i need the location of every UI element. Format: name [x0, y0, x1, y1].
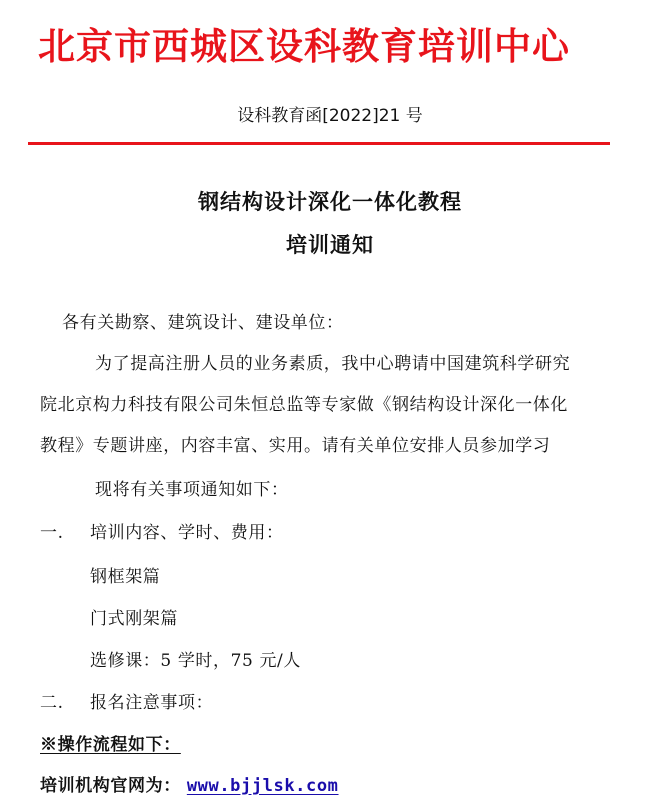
- website-row: [40, 771, 339, 796]
- intro-line-3: 教程》专题讲座，内容丰富、实用。请有关单位安排人员参加学习: [40, 436, 551, 456]
- section-2-number: 二.: [40, 693, 64, 713]
- organization-title: 北京市西城区设科教育培训中心: [38, 24, 570, 68]
- intro-line-2: 院北京构力科技有限公司朱恒总监等专家做《钢结构设计深化一体化: [40, 395, 568, 415]
- website-link[interactable]: www.bjjlsk.com: [186, 776, 339, 796]
- website-label: 培训机构官网为：: [40, 776, 181, 796]
- section-1-elective: 选修课：5 学时，75 元/人: [90, 651, 301, 671]
- notice-intro: 现将有关事项通知如下：: [95, 480, 289, 500]
- notice-title: 培训通知: [286, 232, 374, 257]
- process-heading: ※操作流程如下：: [40, 735, 181, 755]
- intro-line-1: 为了提高注册人员的业务素质，我中心聘请中国建筑科学研究: [95, 354, 571, 374]
- salutation: 各有关勘察、建筑设计、建设单位：: [62, 313, 344, 333]
- course-title: 钢结构设计深化一体化教程: [198, 189, 462, 214]
- section-1-item: 钢框架篇: [90, 567, 161, 587]
- red-divider: [28, 142, 610, 145]
- section-2-heading: 报名注意事项：: [90, 693, 214, 713]
- section-1-item: 门式刚架篇: [90, 609, 178, 629]
- section-1-number: 一.: [40, 523, 64, 543]
- section-1-heading: 培训内容、学时、费用：: [90, 523, 284, 543]
- document-number: 设科教育函[2022]21 号: [237, 106, 423, 126]
